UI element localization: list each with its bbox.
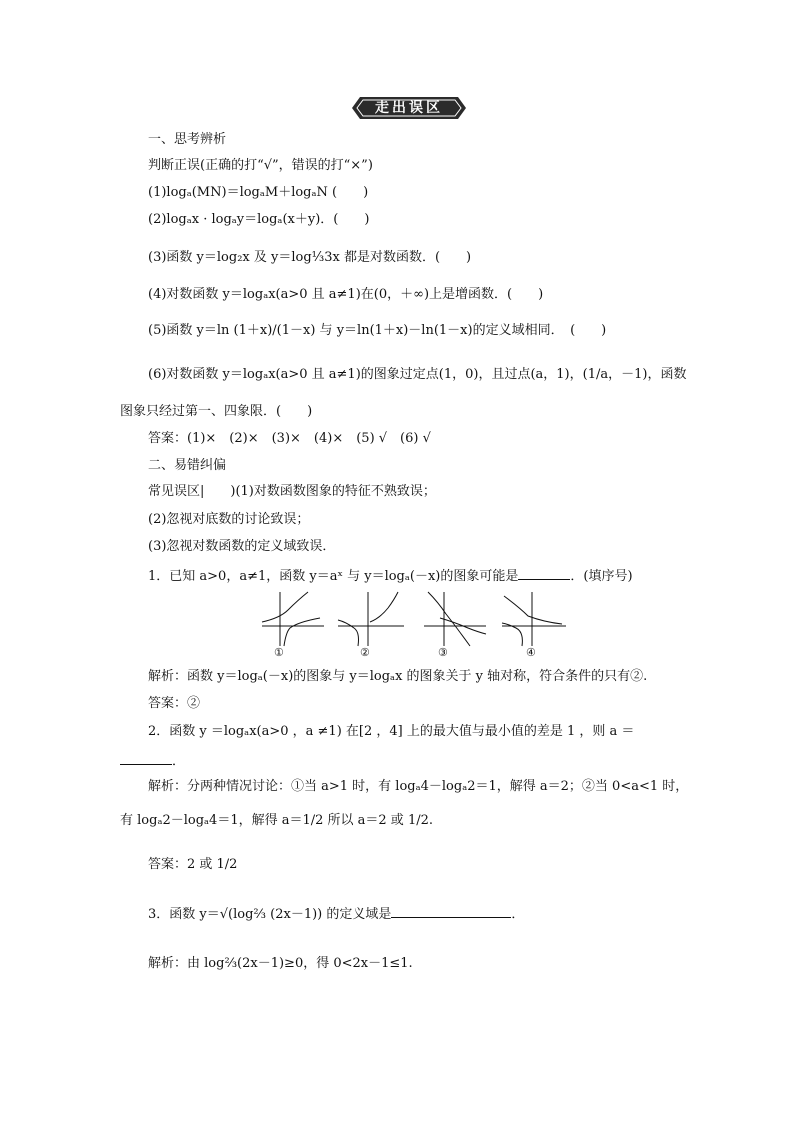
judge-item-5: (5)函数 y＝ln (1＋x)/(1－x) 与 y＝ln(1＋x)－ln(1－x)的定义域相同． ( ) bbox=[148, 323, 607, 338]
judge-item-6-cont: 图象只经过第一、四象限．( ) bbox=[120, 404, 313, 419]
section2-point-3: (3)忽视对数函数的定义域致误． bbox=[148, 539, 336, 554]
q2-stem: 2．函数 y ＝logₐx(a>0 ，a ≠1) 在[2 ，4] 上的最大值与最小值的差是 1 ，则 a ＝ bbox=[148, 724, 635, 739]
judge-item-2: (2)logₐx · logₐy＝logₐ(x＋y)．( ) bbox=[148, 212, 370, 227]
section2-intro: 常见误区| )(1)对数函数图象的特征不熟致误； bbox=[148, 484, 436, 499]
q1-stem-tail: ．(填序号) bbox=[570, 569, 633, 584]
q2-blank-line bbox=[120, 750, 185, 771]
judge-item-6: (6)对数函数 y＝logₐx(a>0 且 a≠1)的图象过定点(1，0)，且过点(a，1)，(1/a，－1)，函数 bbox=[148, 367, 687, 382]
section1-instruction: 判断正误(正确的打“√”，错误的打“×”) bbox=[148, 158, 373, 173]
banner-title: 走出误区 bbox=[375, 100, 443, 116]
q2-analysis-1: 解析：分两种情况讨论：①当 a>1 时，有 logₐ4－logₐ2＝1，解得 a＝2；②当 0<a<1 时， bbox=[148, 779, 689, 794]
q3-stem-text: 3．函数 y＝√(log⅔ (2x－1)) 的定义域是 bbox=[148, 907, 392, 922]
graph-option-1: ① bbox=[274, 646, 284, 659]
q3-stem-tail: ． bbox=[511, 907, 525, 922]
graph-option-4: ④ bbox=[526, 646, 536, 659]
q3-analysis: 解析：由 log⅔(2x－1)≥0，得 0<2x－1≤1. bbox=[148, 956, 413, 971]
section2-heading: 二、易错纠偏 bbox=[148, 457, 227, 472]
q2-answer: 答案：2 或 1/2 bbox=[148, 857, 238, 872]
judge-item-3: (3)函数 y＝log₂x 及 y＝log⅓3x 都是对数函数．( ) bbox=[148, 250, 472, 265]
q3-answer-blank bbox=[391, 903, 511, 918]
graph-option-2: ② bbox=[360, 646, 370, 659]
q1-stem bbox=[148, 565, 633, 586]
section1-answer: 答案：(1)× (2)× (3)× (4)× (5) √ (6) √ bbox=[148, 431, 431, 446]
q1-answer-blank bbox=[518, 565, 570, 580]
q3-stem bbox=[148, 903, 524, 924]
q2-analysis-2: 有 logₐ2－logₐ4＝1，解得 a＝1/2 所以 a＝2 或 1/2. bbox=[120, 813, 433, 828]
section2-point-2: (2)忽视对底数的讨论致误； bbox=[148, 512, 310, 527]
q1-graph-options bbox=[258, 588, 568, 660]
q1-stem-text: 1．已知 a>0，a≠1，函数 y＝aˣ 与 y＝logₐ(－x)的图象可能是 bbox=[148, 569, 519, 584]
section1-heading: 一、思考辨析 bbox=[148, 131, 227, 146]
judge-item-1: (1)logₐ(MN)＝logₐM＋logₐN ( ) bbox=[148, 185, 369, 200]
q1-answer: 答案：② bbox=[148, 696, 201, 711]
q2-answer-blank bbox=[120, 750, 172, 765]
q2-stem-tail: ． bbox=[172, 754, 186, 769]
graph-option-3: ③ bbox=[438, 646, 448, 659]
function-graphs-figure bbox=[258, 588, 568, 660]
judge-item-4: (4)对数函数 y＝logₐx(a>0 且 a≠1)在(0，＋∞)上是增函数．( ) bbox=[148, 287, 544, 302]
q1-analysis: 解析：函数 y＝logₐ(－x)的图象与 y＝logₐx 的图象关于 y 轴对称，符合条件的只有②. bbox=[148, 669, 648, 684]
section-banner bbox=[352, 95, 466, 121]
